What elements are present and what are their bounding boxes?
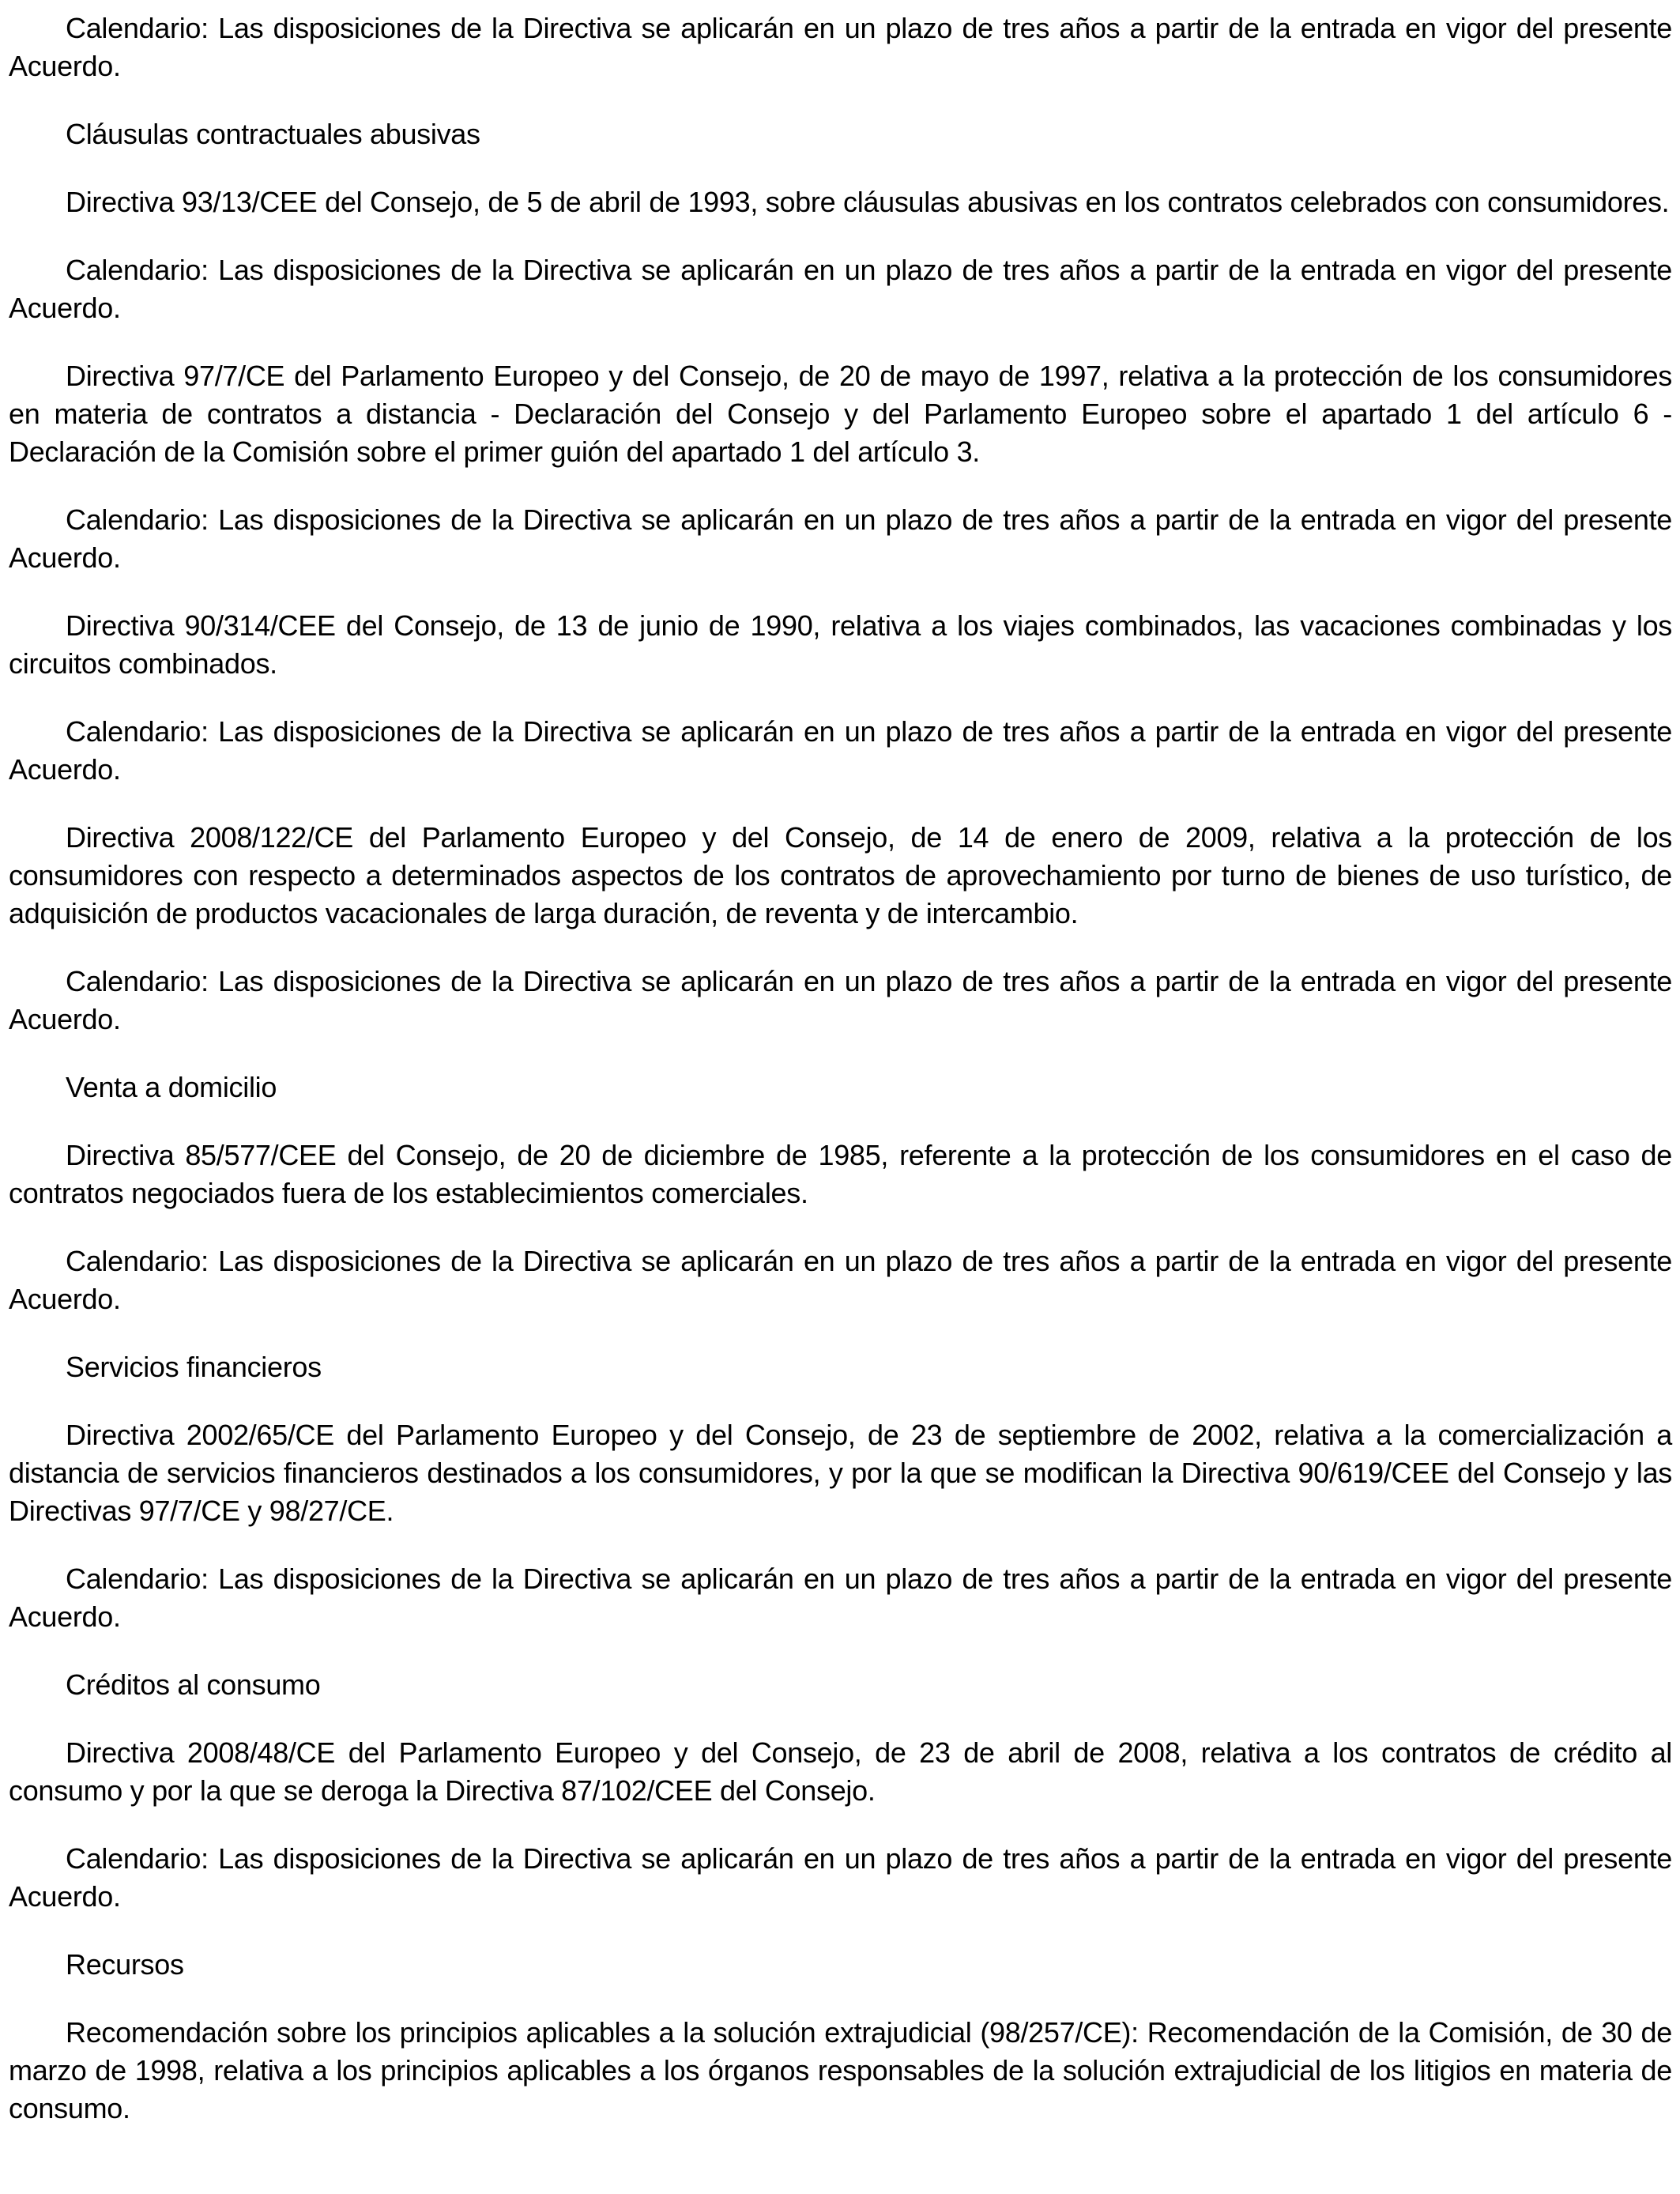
paragraph-calendario: Calendario: Las disposiciones de la Directiva se aplicarán en un plazo de tres años a partir de la entrada en vigor del presente Acuerdo.: [9, 1842, 1672, 1913]
section-heading-recursos: Recursos: [66, 1948, 184, 1981]
paragraph-calendario: Calendario: Las disposiciones de la Directiva se aplicarán en un plazo de tres años a partir de la entrada en vigor del presente Acuerdo.: [9, 715, 1672, 786]
paragraph-directiva-2008-48-ce: Directiva 2008/48/CE del Parlamento Europeo y del Consejo, de 23 de abril de 2008, relativa a los contratos de crédito al consumo y por la que se deroga la Directiva 87/102/CEE del Consejo.: [9, 1736, 1672, 1807]
paragraph-recomendacion-98-257-ce: Recomendación sobre los principios aplicables a la solución extrajudicial (98/257/CE): Recomendación de la Comisión, de 30 de marzo de 1998, relativa a los principios aplicables a los órganos responsables de la solución extrajudicial de los litigios en materia de consumo.: [9, 2016, 1672, 2124]
paragraph-calendario: Calendario: Las disposiciones de la Directiva se aplicarán en un plazo de tres años a partir de la entrada en vigor del presente Acuerdo.: [9, 965, 1672, 1035]
paragraph-calendario: Calendario: Las disposiciones de la Directiva se aplicarán en un plazo de tres años a partir de la entrada en vigor del presente Acuerdo.: [9, 254, 1672, 324]
section-heading-clausulas-contractuales-abusivas: Cláusulas contractuales abusivas: [66, 118, 480, 150]
paragraph-directiva-90-314-cee: Directiva 90/314/CEE del Consejo, de 13 de junio de 1990, relativa a los viajes combinados, las vacaciones combinadas y los circuitos combinados.: [9, 609, 1672, 680]
paragraph-calendario: Calendario: Las disposiciones de la Directiva se aplicarán en un plazo de tres años a partir de la entrada en vigor del presente Acuerdo.: [9, 1563, 1672, 1633]
paragraph-directiva-2008-122-ce: Directiva 2008/122/CE del Parlamento Europeo y del Consejo, de 14 de enero de 2009, relativa a la protección de los consumidores con respecto a determinados aspectos de los contratos de aprovechamiento por turno de bienes de uso turístico, de adquisición de productos vacacionales de larga duración, de reventa y de intercambio.: [9, 821, 1672, 929]
paragraph-calendario: Calendario: Las disposiciones de la Directiva se aplicarán en un plazo de tres años a partir de la entrada en vigor del presente Acuerdo.: [9, 1245, 1672, 1315]
paragraph-directiva-93-13-cee: Directiva 93/13/CEE del Consejo, de 5 de abril de 1993, sobre cláusulas abusivas en los contratos celebrados con consumidores.: [66, 186, 1670, 218]
paragraph-calendario: Calendario: Las disposiciones de la Directiva se aplicarán en un plazo de tres años a partir de la entrada en vigor del presente Acuerdo.: [9, 503, 1672, 574]
paragraph-directiva-85-577-cee: Directiva 85/577/CEE del Consejo, de 20 de diciembre de 1985, referente a la protección de los consumidores en el caso de contratos negociados fuera de los establecimientos comerciales.: [9, 1139, 1672, 1209]
paragraph-calendario: Calendario: Las disposiciones de la Directiva se aplicarán en un plazo de tres años a partir de la entrada en vigor del presente Acuerdo.: [9, 12, 1672, 82]
section-heading-servicios-financieros: Servicios financieros: [66, 1351, 322, 1383]
section-heading-venta-a-domicilio: Venta a domicilio: [66, 1071, 277, 1103]
section-heading-creditos-al-consumo: Créditos al consumo: [66, 1668, 321, 1701]
paragraph-directiva-2002-65-ce: Directiva 2002/65/CE del Parlamento Europeo y del Consejo, de 23 de septiembre de 2002, relativa a la comercialización a distancia de servicios financieros destinados a los consumidores, y por la que se modifican la Directiva 90/619/CEE del Consejo y las Directivas 97/7/CE y 98/27/CE.: [9, 1419, 1672, 1527]
paragraph-directiva-97-7-ce: Directiva 97/7/CE del Parlamento Europeo y del Consejo, de 20 de mayo de 1997, relativa a la protección de los consumidores en materia de contratos a distancia - Declaración del Consejo y del Parlamento Europeo sobre el apartado 1 del artículo 6 - Declaración de la Comisión sobre el primer guión del apartado 1 del artículo 3.: [9, 360, 1672, 468]
